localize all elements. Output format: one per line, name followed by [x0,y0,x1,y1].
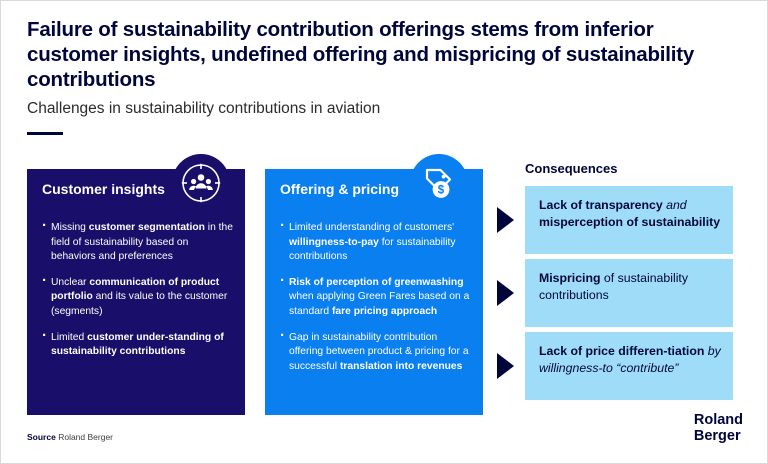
consequence-lack-of-price-differentiation [525,332,733,400]
consequence-text: Mispricing [539,271,601,285]
arrow-icon-2 [497,280,514,306]
bullet-text: in the field of sustainability based on behaviors and preferences [51,222,233,263]
svg-text:$: $ [437,184,445,197]
source-note [27,432,113,442]
title-divider [27,132,63,135]
source-label: Source [27,432,56,442]
bullet-text: willingness-to-pay [289,236,379,248]
customer-group-icon [172,154,230,212]
bullet-text: translation into revenues [339,360,463,372]
consequence-text: Lack of price differen-tiation [539,344,705,358]
panel-heading-customer-insights: Customer insights [42,181,165,197]
bullet-item [42,331,233,360]
consequences-title: Consequences [525,161,618,176]
consequence-mispricing [525,259,733,327]
bullet-list-offering-pricing [280,221,471,385]
bullet-text: Limited understanding of customers' [289,222,455,233]
bullet-text: communication of product portfolio [51,276,220,303]
consequence-text: misperception of sustainability [539,214,721,229]
bullet-text: Unclear [51,276,90,288]
bullet-text: Gap in sustainability contribution offering between product & pricing for a successful [289,331,469,372]
bullet-item [280,276,471,320]
arrow-icon-1 [497,207,514,233]
bullet-item [280,331,471,375]
bullet-text: fare pricing approach [331,305,438,317]
bullet-text: customer segmentation [88,222,205,233]
arrow-icon-3 [497,353,514,379]
bullet-text: Risk of perception of greenwashing [289,276,464,288]
bullet-item [42,276,233,320]
panel-heading-offering-pricing: Offering & pricing [280,181,399,197]
source-value: Roland Berger [58,432,114,442]
price-tag-dollar-icon [410,154,468,212]
logo-line-1: Roland [693,412,743,428]
bullet-text: for sustainability contributions [289,236,456,263]
bullet-list-customer-insights [42,221,233,371]
header-block [27,17,733,119]
bullet-text: Limited [51,331,88,343]
bullet-text: and its value to the customer (segments) [51,291,228,317]
page-title: Failure of sustainability contribution offerings stems from inferior customer insights, undefined offering and mispricing of sustainability contributions [27,18,695,91]
bullet-item [280,221,471,265]
consequence-text: Lack of transparency [539,198,663,212]
consequence-text: by willingness-to “contribute” [539,344,721,375]
page-subtitle: Challenges in sustainability contributions in aviation [27,100,381,117]
bullet-text: when applying Green Fares based on a standard [289,291,470,317]
logo-line-2: Berger [693,427,741,444]
bullet-text: customer under-standing of sustainability contributions [51,331,224,358]
bullet-text: Missing [51,222,89,233]
consequence-text: and [662,198,687,212]
roland-berger-logo [694,413,743,444]
bullet-item [42,221,233,265]
consequence-text: of sustainability contributions [539,271,688,302]
consequence-lack-of-transparency [525,186,733,254]
